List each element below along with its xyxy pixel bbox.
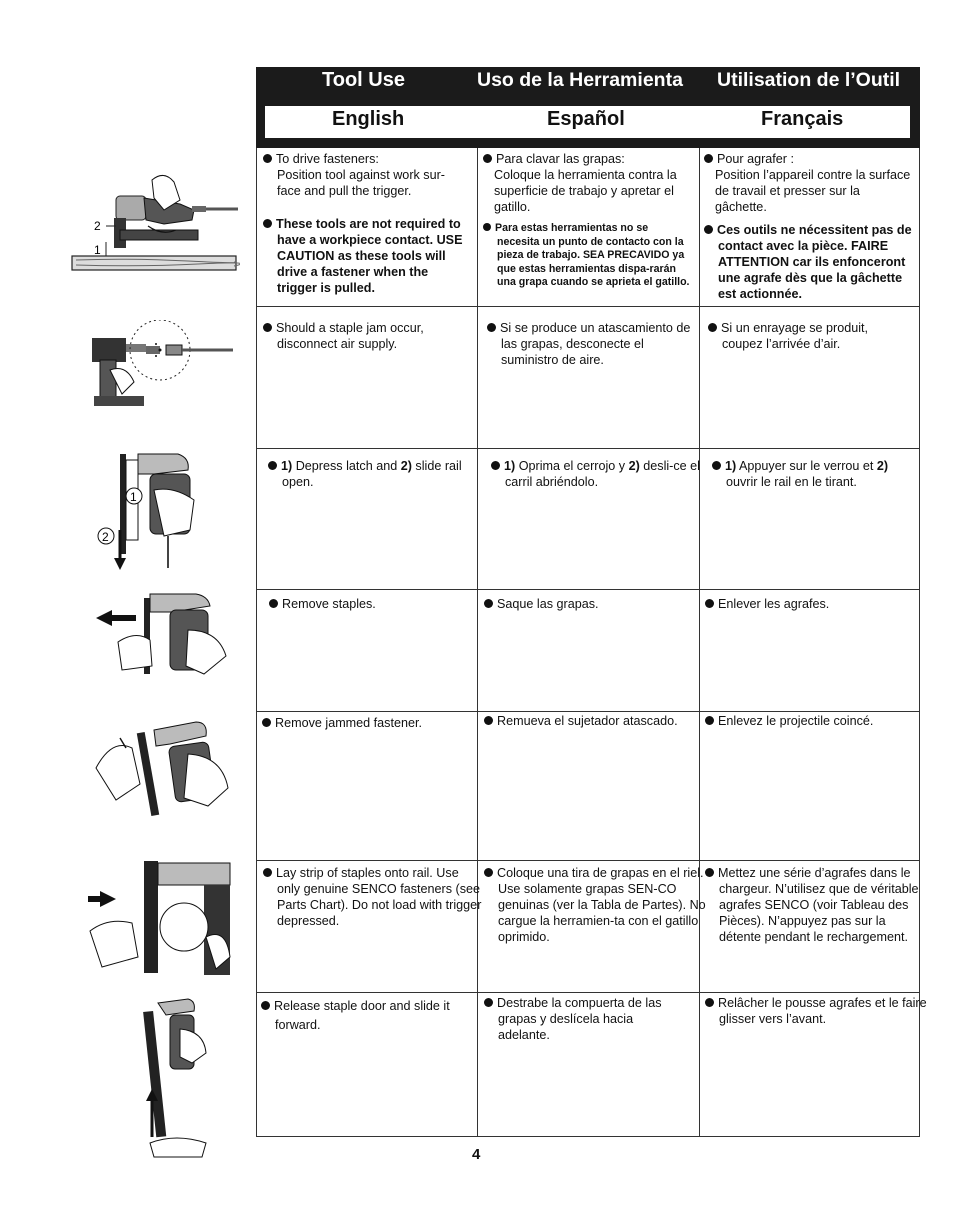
slide-door-illustration — [136, 997, 236, 1165]
drive-fastener-illustration — [68, 170, 240, 275]
language-french: Français — [761, 108, 844, 130]
row3-french: 1) Appuyer sur le verrou et 2) ouvrir le rail en le tirant. — [712, 458, 922, 490]
row5-french: Enlevez le projectile coincé. — [705, 713, 905, 729]
row3-english: 1) Depress latch and 2) slide rail open. — [268, 458, 472, 490]
row7-spanish: Destrabe la compuerta de las grapas y deslícela hacia adelante. — [484, 995, 674, 1043]
row4-spanish: Saque las grapas. — [484, 596, 674, 612]
disconnect-air-illustration — [90, 320, 235, 412]
row1-french: Pour agrafer : Position l’appareil contre la surface de travail et presser sur la gâchette. Ces outils ne nécessitent pas de contact avec la pièce. FAIRE ATTENTION car ils enfonceront une agrafe dès que la gâchette est actionnée. — [704, 151, 914, 302]
row5-english: Remove jammed fastener. — [262, 715, 462, 731]
callout-1: 1 — [94, 243, 101, 257]
row1-english: To drive fasteners: Position tool against work sur-face and pull the trigger. These tools are not required to have a workpiece contact. USE CAUTION as these tools will drive a fastener when the trigger is pulled. — [263, 151, 469, 296]
language-spanish: Español — [547, 108, 625, 130]
title-english: Tool Use — [322, 69, 405, 91]
row4-french: Enlever les agrafes. — [705, 596, 895, 612]
page-number: 4 — [472, 1146, 481, 1163]
row7-english: Release staple door and slide it forward. — [261, 997, 475, 1035]
callout-2: 2 — [94, 219, 101, 233]
remove-jam-illustration — [92, 718, 232, 818]
row4-english: Remove staples. — [269, 596, 459, 612]
language-english: English — [332, 108, 405, 130]
row6-english: Lay strip of staples onto rail. Use only genuine SENCO fasteners (see Parts Chart). Do not load with trigger depressed. — [263, 865, 485, 929]
row2-english: Should a staple jam occur, disconnect air supply. — [263, 320, 467, 352]
load-staples-illustration — [86, 857, 231, 975]
row5-spanish: Remueva el sujetador atascado. — [484, 713, 684, 729]
row7-french: Relâcher le pousse agrafes et le faire glisser vers l’avant. — [705, 995, 927, 1027]
callout-1: 1 — [130, 490, 137, 504]
row3-spanish: 1) Oprima el cerrojo y 2) desli-ce el carril abriéndolo. — [491, 458, 701, 490]
title-spanish: Uso de la Herramienta — [477, 69, 683, 91]
callout-2: 2 — [102, 530, 109, 544]
row6-spanish: Coloque una tira de grapas en el riel. Use solamente grapas SEN-CO genuinas (ver la Tabla de Partes). No cargue la herramien-ta con el gatillo oprimido. — [484, 865, 708, 945]
row1-spanish: Para clavar las grapas: Coloque la herramienta contra la superficie de trabajo y apretar el gatillo. Para estas herramientas no se necesita un punto de contacto con la pieza de trabajo. SEA PRECAVIDO ya que estas herramientas dispa-rarán una grapa cuando se aprieta el gatillo. — [483, 151, 693, 290]
row2-french: Si un enrayage se produit, coupez l’arrivée d’air. — [708, 320, 912, 352]
remove-staples-illustration — [92, 590, 232, 678]
open-rail-illustration — [94, 450, 204, 572]
title-french: Utilisation de l’Outil — [717, 69, 901, 91]
row6-french: Mettez une série d’agrafes dans le chargeur. N’utilisez que de véritable agrafes SENCO (voir Tableau des Pièces). N’appuyez pas sur la détente pendant le rechargement. — [705, 865, 927, 945]
row2-spanish: Si se produce un atascamiento de las grapas, desconecte el suministro de aire. — [487, 320, 701, 368]
language-bar — [265, 106, 910, 138]
table-header — [256, 67, 920, 148]
